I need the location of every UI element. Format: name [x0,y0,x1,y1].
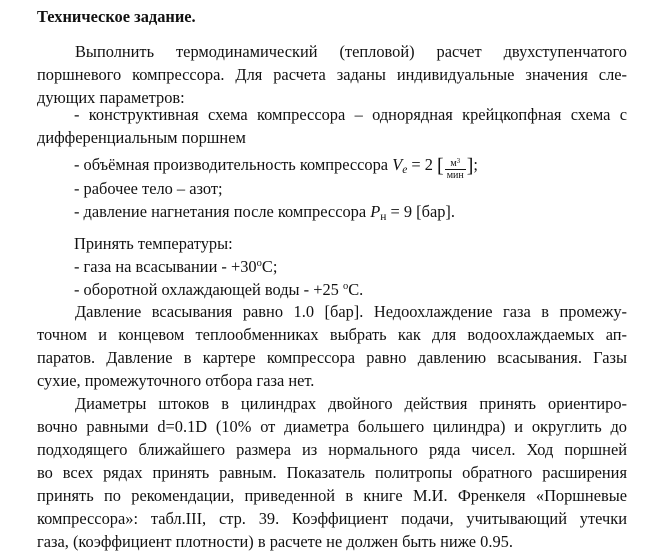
paragraph-line: подходящего ближайшего размера из нормального ряда чисел. Ход поршней [37,440,627,459]
paragraph-line: газа, (коэффициент плотности) в расчете не должен быть ниже 0.95. [37,532,513,551]
bracket-close: ] [466,155,474,177]
capacity-item [37,149,627,181]
pressure-label: - давление нагнетания после компрессора [74,202,371,221]
unit-numerator-text: м [450,158,457,169]
pressure-symbol: P [370,202,381,221]
document-heading: Техническое задание. [37,7,196,26]
temperatures-block [37,232,627,301]
capacity-symbol: V [392,155,403,174]
pressure-value: = 9 [бар]. [386,202,455,221]
intro-line: поршневого компрессора. Для расчета заданы индивидуальные значения сле- [37,65,627,84]
degree-mark: o [342,281,349,292]
capacity-unit-fraction [445,156,466,181]
paragraph-line: компрессора»: табл.III, стр. 39. Коэффициент подачи, учитывающий утечки [37,509,627,528]
working-body-item [37,177,627,200]
parameters-list [37,103,627,223]
capacity-label: - объёмная производительность компрессора [74,155,393,174]
unit-numerator-exponent: 3 [456,157,461,165]
suction-temperature-text: - газа на всасывании - +30 [74,257,257,276]
discharge-pressure-item [37,200,627,223]
temperatures-title [37,232,627,255]
scheme-item [37,103,627,126]
paragraph-line: Давление всасывания равно 1.0 [бар]. Недоохлаждение газа в промежу- [75,302,627,321]
suction-temperature-unit: С; [261,257,278,276]
paragraph-line: сухие, промежуточного отбора газа нет. [37,371,315,390]
rods-paragraph [37,392,627,553]
degree-mark: o [256,258,262,269]
capacity-symbol-subscript: e [402,164,408,176]
paragraph-line: паратов. Давление в картере компрессора равно давлению всасывания. Газы [37,348,627,367]
working-body-text: - рабочее тело – азот; [74,179,223,198]
unit-denominator: мин [446,170,464,181]
paragraph-line: принять по рекомендации, приведенной в книге М.И. Френкеля «Поршневые [37,486,627,505]
pressure-symbol-subscript: н [380,211,387,223]
suction-temperature-item [37,255,627,278]
paragraph-line: точном и концевом теплообменниках выбрать как для водоохлаждаемых ап- [37,325,627,344]
scheme-item-continuation: дифференциальным поршнем [37,128,246,147]
water-temperature-item [37,278,627,301]
paragraph-line: во всех рядах принять равным. Показатель политропы обратного расширения [37,463,627,482]
capacity-end: ; [473,155,478,174]
intro-line: дующих параметров: [37,88,185,107]
paragraph-line: вочно равными d=0.1D (10% от диаметра большего цилиндра) и округлить до [37,417,627,436]
intro-line: Выполнить термодинамический (тепловой) расчет двухступенчатого [75,42,627,61]
paragraph-line: Диаметры штоков в цилиндрах двойного действия принять ориентиро- [75,394,627,413]
scheme-text: - конструктивная схема компрессора – однорядная крейцкопфная схема с [74,105,627,124]
water-temperature-unit: С. [348,280,364,299]
water-temperature-text: - оборотной охлаждающей воды - +25 [74,280,343,299]
intro-paragraph [37,40,627,109]
capacity-equals: = 2 [407,155,438,174]
bracket-open: [ [437,155,444,177]
unit-numerator [445,156,466,170]
temperatures-title-text: Принять температуры: [74,234,233,253]
suction-pressure-paragraph [37,300,627,392]
